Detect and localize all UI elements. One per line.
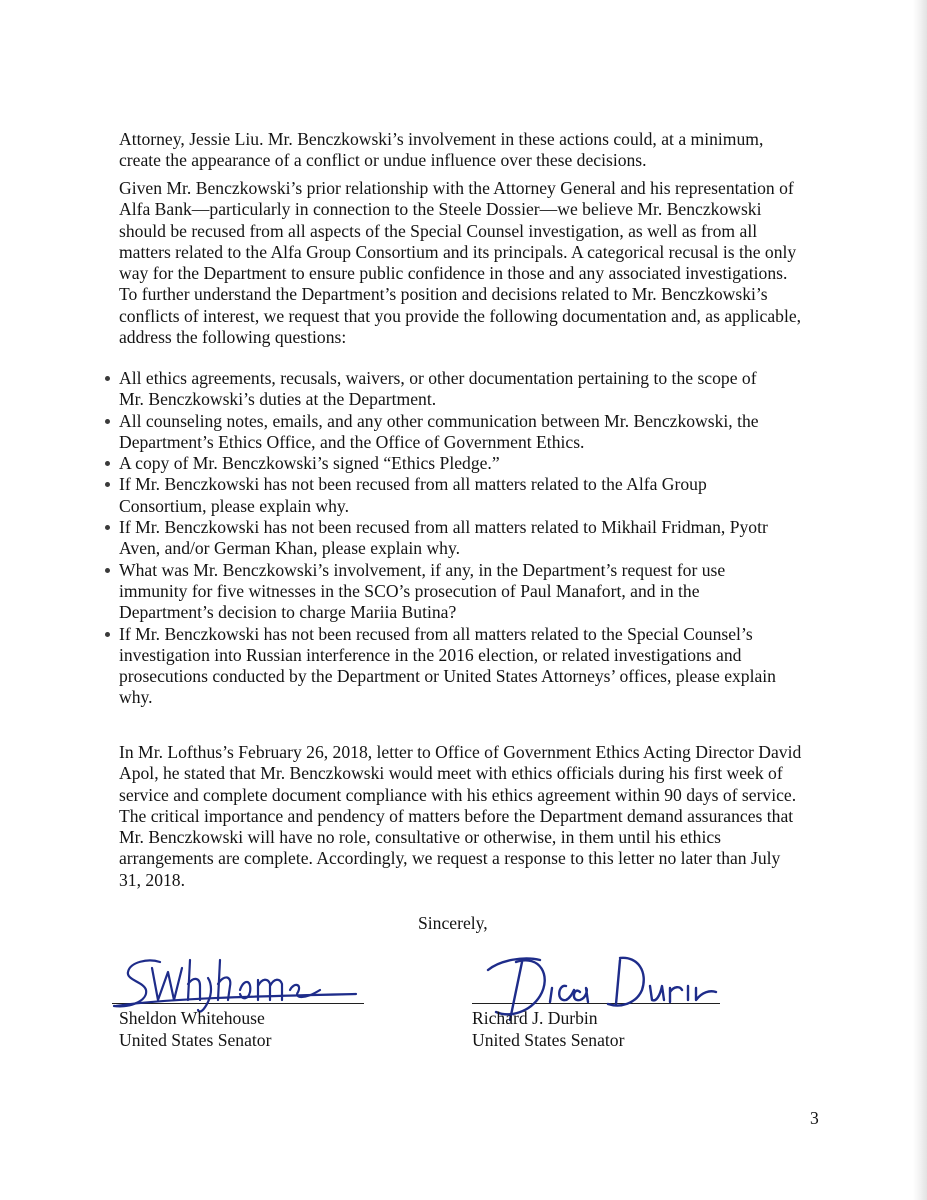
signatory-title-whitehouse: United States Senator: [119, 1030, 272, 1050]
bullet-dot: [105, 482, 110, 487]
list-item: All ethics agreements, recusals, waivers, or other documentation pertaining to the scope of Mr. Benczkowski’s duties at the Department.: [102, 368, 822, 411]
paragraph-deadline: In Mr. Lofthus’s February 26, 2018, letter to Office of Government Ethics Acting Director David Apol, he stated that Mr. Benczkowski would meet with ethics officials during his first week of service and complete document compliance with his ethics agreement within 90 days of service. The critical importance and pendency of matters before the Department demand assurances that Mr. Benczkowski will have no role, consultative or otherwise, in them until his ethics arrangements are complete. Accordingly, we request a response to this letter no later than July 31, 2018.: [119, 742, 802, 890]
page-number: 3: [810, 1108, 819, 1128]
list-item: If Mr. Benczkowski has not been recused from all matters related to the Special Counsel’s investigation into Russian interference in the 2016 election, or related investigations and prosecutions conducted by the Department or United States Attorneys’ offices, please explain why.: [102, 624, 822, 709]
signatory-title-durbin: United States Senator: [472, 1030, 625, 1050]
list-item: A copy of Mr. Benczkowski’s signed “Ethics Pledge.”: [102, 453, 822, 474]
closing: Sincerely,: [418, 913, 488, 933]
bullet-dot: [105, 461, 110, 466]
signatory-name-whitehouse: Sheldon Whitehouse: [119, 1008, 265, 1028]
paragraph-conflict: Attorney, Jessie Liu. Mr. Benczkowski’s involvement in these actions could, at a minimum, create the appearance of a conflict or undue influence over these decisions.: [119, 129, 764, 171]
request-list: [102, 368, 822, 709]
list-item: If Mr. Benczkowski has not been recused from all matters related to the Alfa Group Consortium, please explain why.: [102, 474, 822, 517]
bullet-dot: [105, 419, 110, 424]
paragraph-recusal-request: Given Mr. Benczkowski’s prior relationship with the Attorney General and his representation of Alfa Bank—particularly in connection to the Steele Dossier—we believe Mr. Benczkowski should be recused from all aspects of the Special Counsel investigation, as well as from all matters related to the Alfa Group Consortium and its principals. A categorical recusal is the only way for the Department to ensure public confidence in those and any associated investigations. To further understand the Department’s position and decisions related to Mr. Benczkowski’s conflicts of interest, we request that you provide the following documentation and, as applicable, address the following questions:: [119, 178, 802, 348]
list-item: What was Mr. Benczkowski’s involvement, if any, in the Department’s request for use immunity for five witnesses in the SCO’s prosecution of Paul Manafort, and in the Department’s decision to charge Mariia Butina?: [102, 560, 822, 624]
page-edge: [913, 0, 927, 1200]
signatory-name-durbin: Richard J. Durbin: [472, 1008, 598, 1028]
bullet-dot: [105, 376, 110, 381]
bullet-dot: [105, 568, 110, 573]
bullet-dot: [105, 525, 110, 530]
list-item: If Mr. Benczkowski has not been recused from all matters related to Mikhail Fridman, Pyotr Aven, and/or German Khan, please explain why.: [102, 517, 822, 560]
bullet-dot: [105, 632, 110, 637]
list-item: All counseling notes, emails, and any other communication between Mr. Benczkowski, the Department’s Ethics Office, and the Office of Government Ethics.: [102, 411, 822, 454]
